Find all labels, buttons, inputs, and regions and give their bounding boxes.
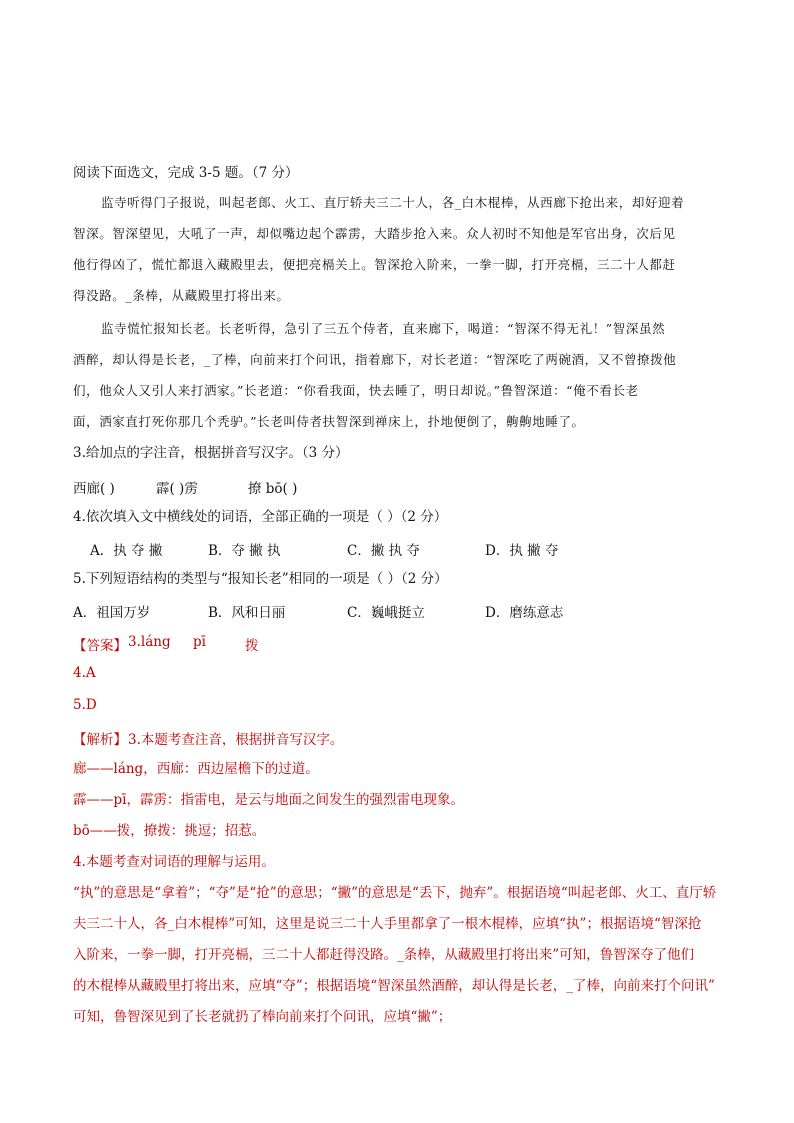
- question-3-item: 霹( )雳: [156, 481, 198, 497]
- passage-line: 酒醉，却认得是长老，_了棒，向前来打个问讯，指着廊下，对长老道：“智深吃了两碗酒，又不曾撩拨他: [73, 352, 677, 367]
- analysis-line: 的木棍棒从藏殿里打将出来，应填“夺”；根据语境“智深虽然酒醉，却认得是长老，_了棒，向前来打个问讯”: [73, 978, 715, 994]
- analysis-line: bō——拨，撩拨：挑逗；招惹。: [73, 823, 266, 839]
- analysis-line: 廊——láng，西廊：西边屋檐下的过道。: [73, 761, 319, 777]
- answer-5: 5.D: [73, 697, 97, 713]
- answer-3-pinyin-1: 3.láng: [128, 634, 171, 650]
- passage-line: 得没路。_条棒，从藏殿里打将出来。: [73, 288, 290, 303]
- analysis-line: 入阶来，一拳一脚，打开亮槅，三二十人都赶得没路。_条棒，从藏殿里打将出来”可知，鲁智深夺了他们: [73, 947, 695, 963]
- question-4-option: B．夺 撇 执: [208, 543, 281, 559]
- analysis-line: 4.本题考查对词语的理解与运用。: [73, 854, 275, 870]
- passage-line: 监寺听得门子报说，叫起老郎、火工、直厅轿夫三二十人，各_白木棍棒，从西廊下抢出来，却好迎着: [101, 195, 685, 210]
- question-4-option: D．执 撇 夺: [485, 543, 559, 559]
- analysis-line: 霹——pī，霹雳：指雷电，是云与地面之间发生的强烈雷电现象。: [73, 792, 464, 808]
- passage-line: 监寺慌忙报知长老。长老听得，急引了三五个侍者，直来廊下，喝道：“智深不得无礼！”智深虽然: [101, 321, 666, 336]
- question-4-option: C．撇 执 夺: [347, 543, 420, 559]
- passage-line: 他行得凶了，慌忙都退入藏殿里去，便把亮槅关上。智深抢入阶来，一拳一脚，打开亮槅，三二十人都赶: [73, 257, 676, 272]
- question-4-stem: 4.依次填入文中横线处的词语，全部正确的一项是（ ）（2 分）: [73, 509, 448, 525]
- passage-line: 们，他众人又引人来打洒家。”长老道：“你看我面，快去睡了，明日却说。”鲁智深道：“俺不看长老: [73, 383, 639, 398]
- answer-3-pinyin-2: pī: [193, 634, 206, 650]
- question-3-stem: 3.给加点的字注音，根据拼音写汉字。（3 分）: [73, 445, 349, 461]
- question-5-option: D．磨练意志: [485, 605, 564, 621]
- analysis-heading: 3.本题考查注音，根据拼音写汉字。: [128, 732, 344, 748]
- analysis-tag: 【解析】: [73, 732, 127, 748]
- question-3-item: 撩 bō( ): [248, 481, 298, 497]
- analysis-line: “执”的意思是“拿着”；“夺”是“抢”的意思；“撇”的意思是“丢下，抛弃”。根据语境“叫起老郎、火工、直厅轿: [73, 885, 717, 901]
- question-5-option: B．风和日丽: [208, 605, 286, 621]
- answer-3-char: 拨: [245, 638, 259, 654]
- passage-line: 面，洒家直打死你那几个秃驴。”长老叫侍者扶智深到禅床上，扑地便倒了，齁齁地睡了。: [73, 414, 585, 429]
- reading-intro: 阅读下面选文，完成 3-5 题。（7 分）: [73, 165, 299, 181]
- question-5-option: A．祖国万岁: [73, 605, 151, 621]
- passage-line: 智深。智深望见，大吼了一声，却似嘴边起个霹雳，大踏步抢入来。众人初时不知他是军官出身，次后见: [73, 226, 676, 241]
- question-3-item: 西廊( ): [73, 481, 115, 497]
- analysis-line: 可知，鲁智深见到了长老就扔了棒向前来打个问讯，应填“撇”；: [73, 1009, 452, 1025]
- answer-4: 4.A: [73, 665, 96, 681]
- answer-tag: 【答案】: [73, 638, 127, 654]
- question-5-option: C．巍峨挺立: [347, 605, 425, 621]
- analysis-line: 夫三二十人，各_白木棍棒”可知，这里是说三二十人手里都拿了一根木棍棒，应填“执”；根据语境“智深抢: [73, 916, 702, 932]
- question-4-option: A．执 夺 撇: [90, 543, 163, 559]
- question-5-stem: 5.下列短语结构的类型与“报知长老”相同的一项是（ ）（2 分）: [73, 571, 448, 587]
